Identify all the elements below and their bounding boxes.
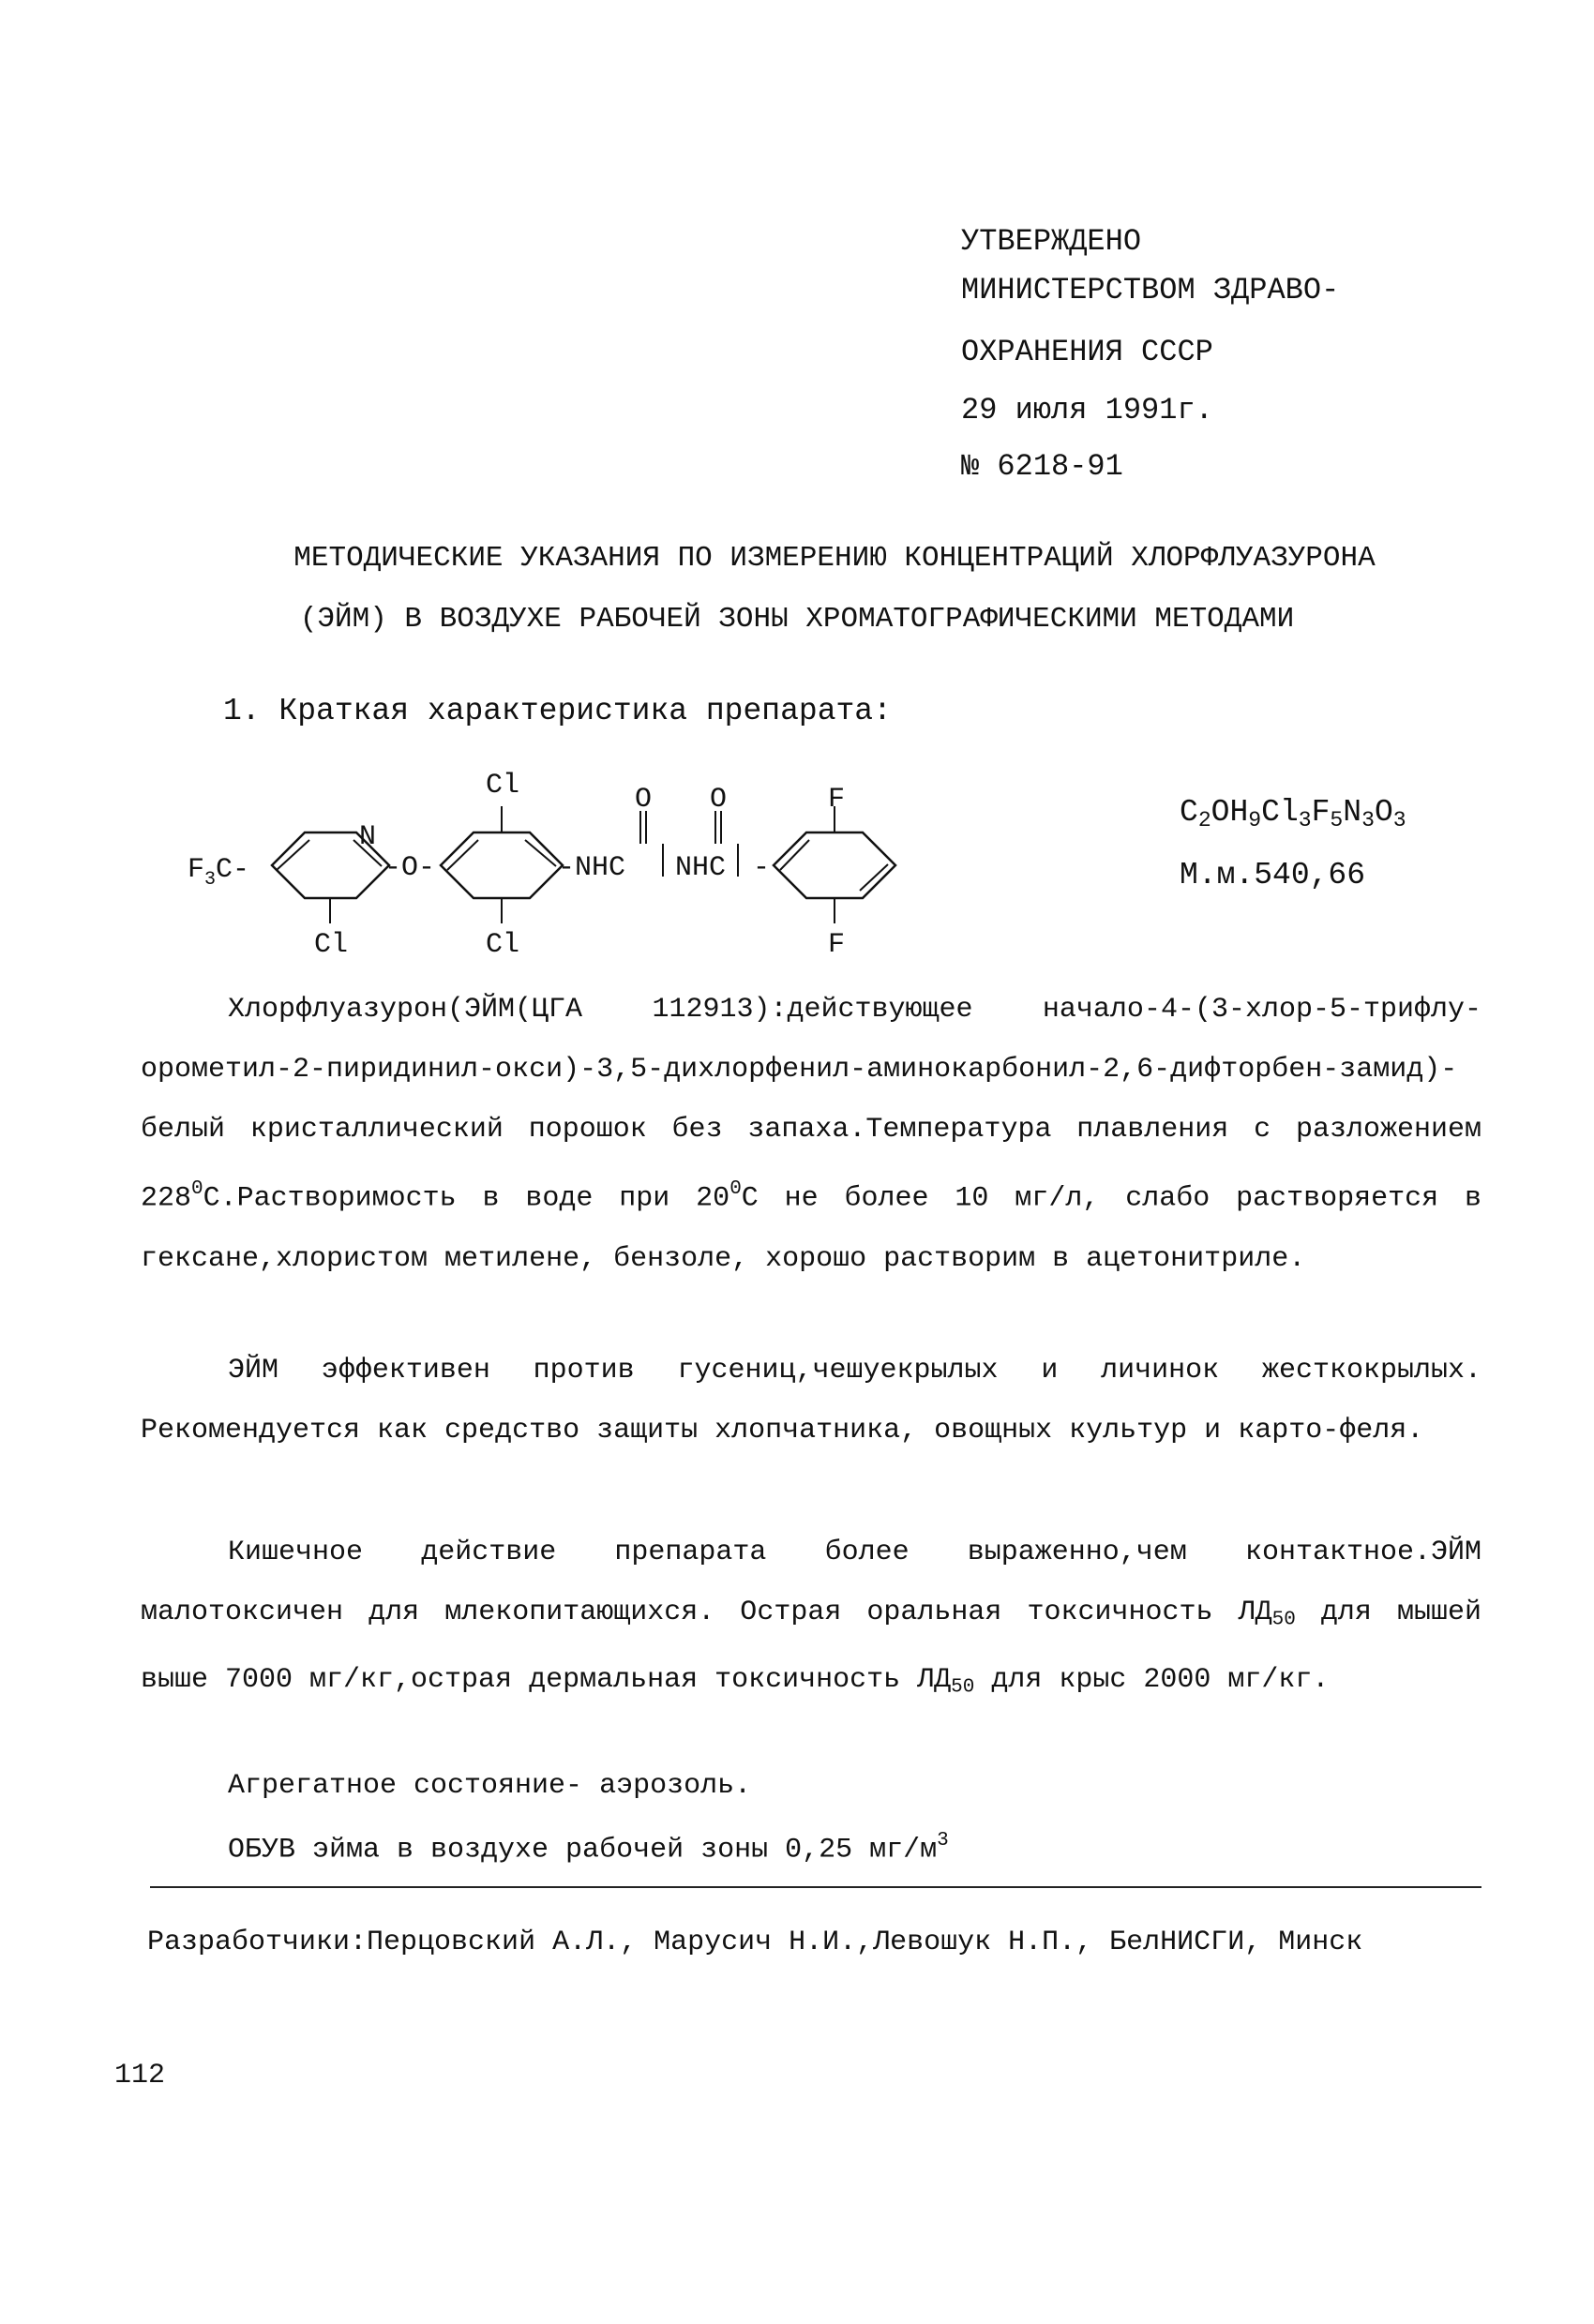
molecular-mass: М.м.540,66 <box>1180 858 1366 892</box>
label-f3c: $F_3C-$ <box>188 854 250 891</box>
document-title-line-1: МЕТОДИЧЕСКИЕ УКАЗАНИЯ ПО ИЗМЕРЕНИЮ КОНЦЕНТРАЦИЙ ХЛОРФЛУАЗУРОНА <box>293 542 1376 575</box>
label-nhc-1: -NHC <box>558 852 626 884</box>
label-cl-bottom-1: Cl <box>314 929 349 961</box>
label-o-2: O <box>710 784 728 816</box>
aggregate-state: Агрегатное состояние- аэрозоль. <box>228 1770 752 1802</box>
section-heading: 1. Краткая характеристика препарата: <box>223 694 892 728</box>
approval-line-3: ОХРАНЕНИЯ СССР <box>961 335 1213 369</box>
approval-date: 29 июля 1991г. <box>961 393 1213 427</box>
label-n: N <box>359 821 377 853</box>
obuv-value: ОБУВ эйма в воздухе рабочей зоны 0,25 $мг/м^3$ <box>228 1830 949 1867</box>
approval-line-1: УТВЕРЖДЕНО <box>961 224 1142 259</box>
label-dash: - <box>753 852 771 884</box>
structural-formula <box>183 750 933 966</box>
label-cl-bottom-2: Cl <box>486 929 520 961</box>
label-f-bottom: F <box>828 929 846 961</box>
developers-footnote: Разработчики:Перцовский А.Л., Марусич Н.И.,Левошук Н.П., БелНИСГИ, Минск <box>147 1927 1363 1958</box>
page-number: 112 <box>114 2060 166 2092</box>
approval-line-2: МИНИСТЕРСТВОМ ЗДРАВО- <box>961 273 1340 307</box>
paragraph-description: Хлорфлуазурон(ЭЙМ(ЦГА 112913):действующее начало-4-(3-хлор-5-трифлу-орометил-2-пиридинил-окси)-3,5-дихлорфенил-аминокарбонил-2,6-дифторбен-замид)- белый кристаллический порошок без запаха.Температура плавления с разложением $228^0С.Растворимость$ в воде при $20^0С$ не более 10 мг/л, слабо растворяется в гексане,хлористом метилене, бензоле, хорошо растворим в ацетонитриле. <box>141 994 1481 1275</box>
label-f-top: F <box>828 784 846 816</box>
approval-number: № 6218-91 <box>961 449 1123 484</box>
document-title-line-2: (ЭЙМ) В ВОЗДУХЕ РАБОЧЕЙ ЗОНЫ ХРОМАТОГРАФИЧЕСКИМИ МЕТОДАМИ <box>299 603 1295 636</box>
label-o-1: O <box>635 784 653 816</box>
paragraph-efficacy: ЭЙМ эффективен против гусениц,чешуекрылых и личинок жесткокрылых. Рекомендуется как средство защиты хлопчатника, овощных культур и карто-феля. <box>141 1355 1481 1447</box>
molecular-formula: $C_2OH_9Cl_3F_5N_3O_3$ <box>1180 795 1406 832</box>
label-o-link: -O- <box>384 852 436 884</box>
benzene-ring-2 <box>441 832 563 898</box>
benzene-ring-3 <box>774 832 895 898</box>
paragraph-toxicity: Кишечное действие препарата более выраженно,чем контактное.ЭЙМ малотоксичен для млекопитающихся. Острая оральная токсичность $ЛД_{50}$ для мышей выше 7000 мг/кг,острая дермальная токсичность $ЛД_{50}$ для крыс 2000 мг/кг. <box>141 1537 1481 1699</box>
footnote-divider <box>150 1886 1481 1888</box>
label-cl-top: Cl <box>486 770 520 802</box>
label-nhc-2: NHC <box>675 852 727 884</box>
